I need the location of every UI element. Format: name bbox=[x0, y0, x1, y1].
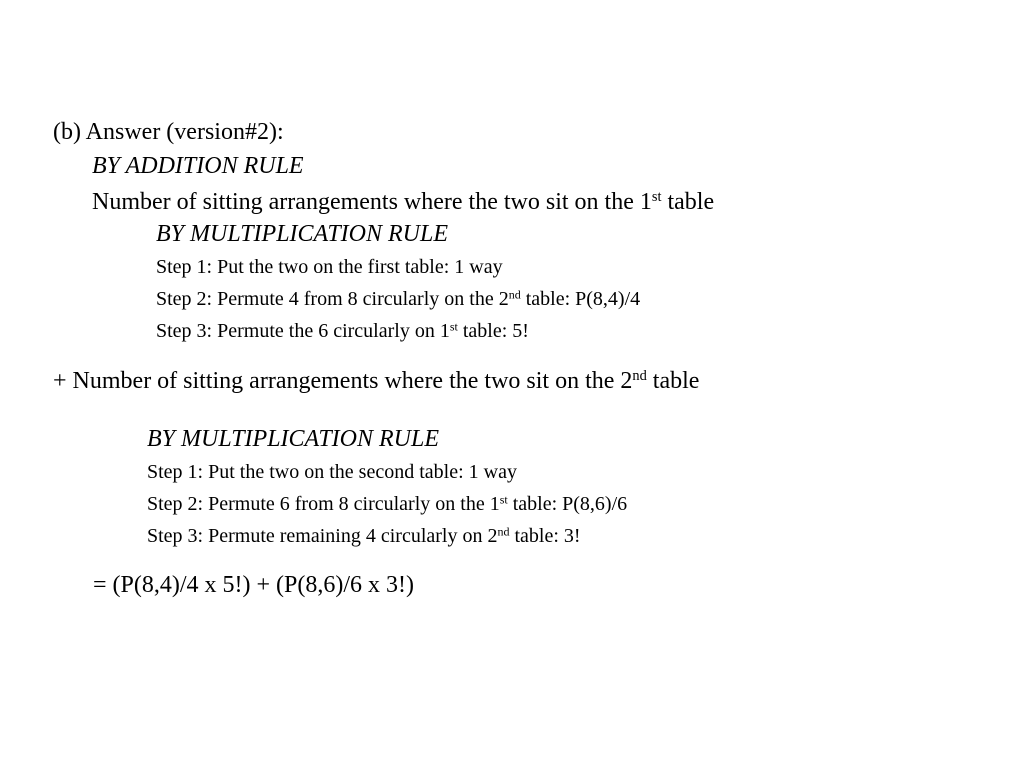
case1-step2-suffix: table: P(8,4)/4 bbox=[520, 288, 641, 310]
case1-step2-text: Step 2: Permute 4 from 8 circularly on the 2 bbox=[156, 288, 509, 310]
case1-step2 bbox=[156, 289, 640, 309]
answer-heading: (b) Answer (version#2): bbox=[53, 119, 284, 145]
case1-step2-sup: nd bbox=[508, 287, 521, 302]
case2-step1: Step 1: Put the two on the second table: 1 way bbox=[147, 461, 517, 483]
case2-step2-text: Step 2: Permute 6 from 8 circularly on the 1 bbox=[147, 493, 500, 515]
case2-step3-sup: nd bbox=[497, 524, 510, 539]
case2-heading-sup: nd bbox=[632, 368, 647, 385]
case2-heading bbox=[53, 369, 699, 393]
case1-multiplication-rule-label: BY MULTIPLICATION RULE bbox=[156, 221, 448, 247]
case2-step2-sup: st bbox=[499, 492, 508, 507]
case1-heading bbox=[92, 190, 714, 214]
case1-heading-sup: st bbox=[651, 189, 662, 206]
case2-heading-text: + Number of sitting arrangements where the two sit on the 2 bbox=[53, 368, 633, 394]
case1-heading-suffix: table bbox=[661, 189, 715, 215]
case2-step2 bbox=[147, 494, 627, 514]
final-result: = (P(8,4)/4 x 5!) + (P(8,6)/6 x 3!) bbox=[93, 572, 415, 598]
case2-step2-suffix: table: P(8,6)/6 bbox=[507, 493, 628, 515]
case2-step3-suffix: table: 3! bbox=[509, 525, 581, 547]
case2-multiplication-rule-label: BY MULTIPLICATION RULE bbox=[147, 426, 439, 452]
case1-step3-suffix: table: 5! bbox=[457, 320, 529, 342]
case1-step1: Step 1: Put the two on the first table: 1 way bbox=[156, 256, 503, 278]
addition-rule-label: BY ADDITION RULE bbox=[92, 153, 304, 179]
case2-step3 bbox=[147, 526, 581, 546]
case1-heading-text: Number of sitting arrangements where the two sit on the 1 bbox=[92, 189, 652, 215]
case2-heading-suffix: table bbox=[646, 368, 700, 394]
case2-step3-text: Step 3: Permute remaining 4 circularly on 2 bbox=[147, 525, 498, 547]
case1-step3 bbox=[156, 321, 529, 341]
case1-step3-text: Step 3: Permute the 6 circularly on 1 bbox=[156, 320, 450, 342]
case1-step3-sup: st bbox=[449, 319, 458, 334]
